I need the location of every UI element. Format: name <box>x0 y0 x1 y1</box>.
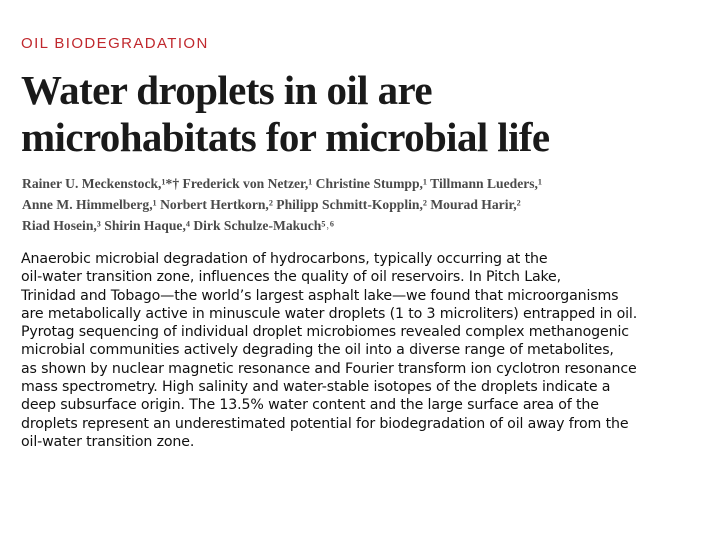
abstract-line: as shown by nuclear magnetic resonance and Fourier transform ion cyclotron resonance <box>21 360 637 377</box>
article-title <box>21 67 700 161</box>
title-line: microhabitats for microbial life <box>21 114 550 160</box>
author-line: Rainer U. Meckenstock,¹*† Frederick von Netzer,¹ Christine Stumpp,¹ Tillmann Lueders,¹ <box>22 176 543 191</box>
title-line: Water droplets in oil are <box>21 67 432 113</box>
author-line: Anne M. Himmelberg,¹ Norbert Hertkorn,² Philipp Schmitt-Kopplin,² Mourad Harir,² <box>22 197 521 212</box>
abstract-line: mass spectrometry. High salinity and water-stable isotopes of the droplets indicate a <box>21 379 611 396</box>
abstract <box>21 250 700 451</box>
abstract-line: are metabolically active in minuscule water droplets (1 to 3 microliters) entrapped in oil. <box>21 305 638 322</box>
abstract-line: oil-water transition zone, influences the quality of oil reservoirs. In Pitch Lake, <box>21 269 561 286</box>
section-kicker: OIL BIODEGRADATION <box>21 35 209 52</box>
abstract-line: Pyrotag sequencing of individual droplet microbiomes revealed complex methanogenic <box>21 324 629 341</box>
abstract-line: oil-water transition zone. <box>21 433 195 450</box>
author-line: Riad Hosein,³ Shirin Haque,⁴ Dirk Schulze-Makuch⁵˒⁶ <box>22 218 335 233</box>
abstract-line: droplets represent an underestimated potential for biodegradation of oil away from the <box>21 415 629 432</box>
abstract-line: microbial communities actively degrading the oil into a diverse range of metabolites, <box>21 342 614 359</box>
abstract-line: deep subsurface origin. The 13.5% water content and the large surface area of the <box>21 397 599 414</box>
abstract-line: Trinidad and Tobago—the world’s largest asphalt lake—we found that microorganisms <box>21 287 619 304</box>
author-list <box>22 173 700 236</box>
abstract-line: Anaerobic microbial degradation of hydrocarbons, typically occurring at the <box>21 251 548 267</box>
